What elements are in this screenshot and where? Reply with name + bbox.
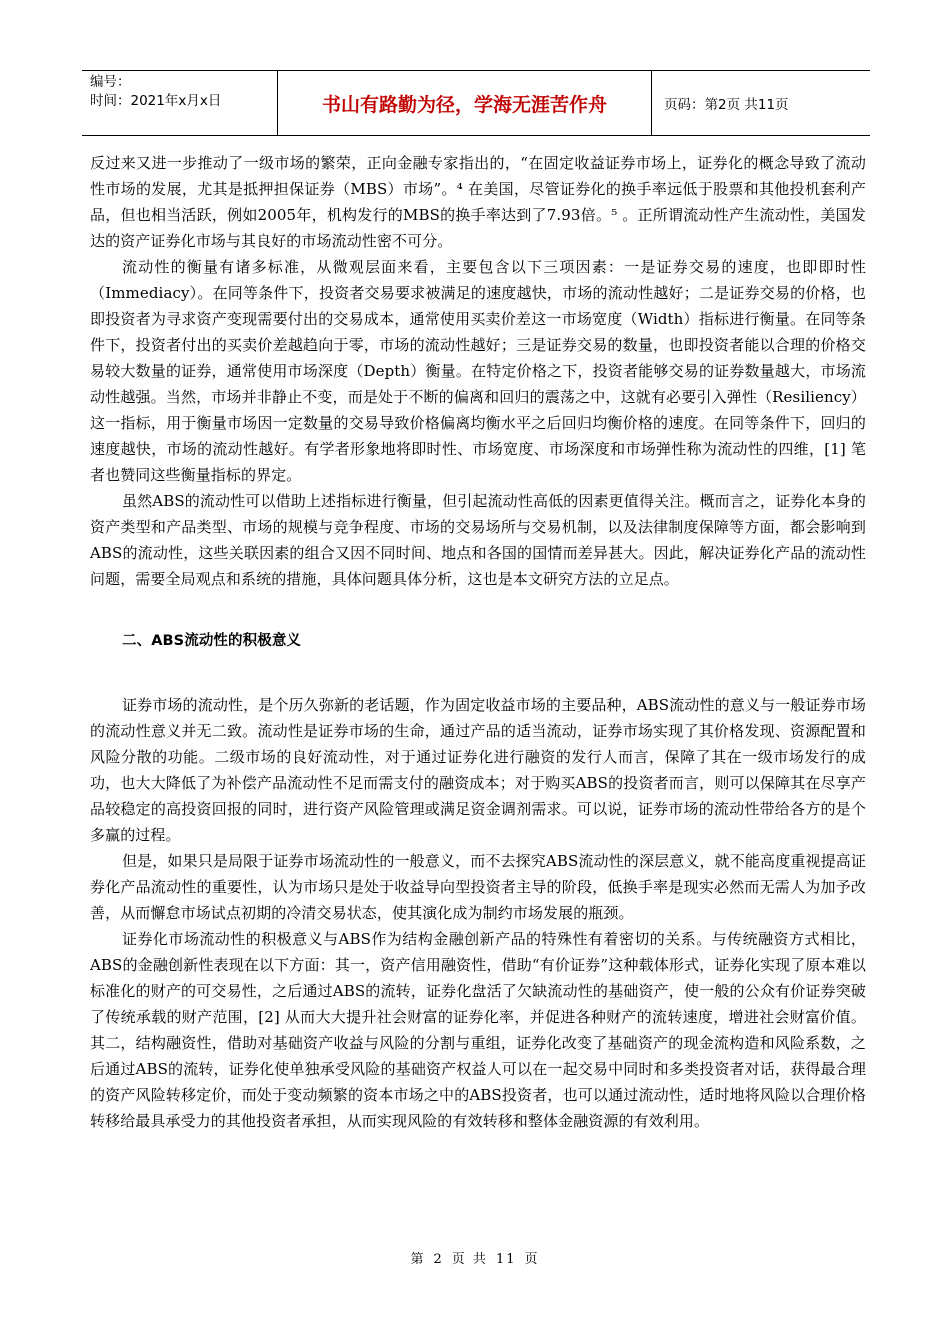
section-heading: 二、ABS流动性的积极意义 [122, 633, 302, 649]
paragraph: 反过来又进一步推动了一级市场的繁荣，正向金融专家指出的，“在固定收益证券市场上，证券化的概念导致了流动性市场的发展，尤其是抵押担保证券（MBS）市场”。⁴ 在美国，尽管证券化的换手率远低于股票和其他投机套利产品，但也相当活跃，例如2005年，机构发行的MBS的换手率达到了7.93倍。⁵ 。正所谓流动性产生流动性，美国发达的资产证券化市场与其良好的市场流动性密不可分。 [90, 154, 866, 250]
document-body [90, 150, 866, 1134]
footer-current-page: 2 [433, 1252, 444, 1267]
paragraph: 虽然ABS的流动性可以借助上述指标进行衡量，但引起流动性高低的因素更值得关注。概而言之，证券化本身的资产类型和产品类型、市场的规模与竞争程度、市场的交易场所与交易机制，以及法律制度保障等方面，都会影响到ABS的流动性，这些关联因素的组合又因不同时间、地点和各国的国情而差异甚大。因此，解决证券化产品的流动性问题，需要全局观点和系统的措施，具体问题具体分析，这也是本文研究方法的立足点。 [90, 492, 866, 588]
footer-suffix: 页 [524, 1252, 540, 1267]
footer-prefix: 第 [410, 1252, 426, 1267]
paragraph: 证券市场的流动性，是个历久弥新的老话题，作为固定收益市场的主要品种，ABS流动性的意义与一般证券市场的流动性意义并无二致。流动性是证券市场的生命，通过产品的适当流动，证券市场实现了其价格发现、资源配置和风险分散的功能。二级市场的良好流动性，对于通过证券化进行融资的发行人而言，保障了其在一级市场发行的成功，也大大降低了为补偿产品流动性不足而需支付的融资成本；对于购买ABS的投资者而言，则可以保障其在尽享产品较稳定的高投资回报的同时，进行资产风险管理或满足资金调剂需求。可以说，证券市场的流动性带给各方的是个多赢的过程。 [90, 696, 866, 844]
header-meta [82, 71, 278, 135]
header-time: 时间：2021年x月x日 [90, 93, 222, 109]
header-motto: 书山有路勤为径，学海无涯苦作舟 [278, 71, 652, 135]
footer-total-pages: 11 [495, 1252, 517, 1267]
footer-middle: 页 共 [451, 1252, 488, 1267]
paragraph: 但是，如果只是局限于证券市场流动性的一般意义，而不去探究ABS流动性的深层意义，就不能高度重视提高证券化产品流动性的重要性，认为市场只是处于收益导向型投资者主导的阶段，低换手率是现实必然而无需人为加予改善，从而懈怠市场试点初期的冷清交易状态，使其演化成为制约市场发展的瓶颈。 [90, 852, 866, 922]
header-page-info: 页码：第2页 共11页 [664, 97, 789, 113]
page-header [82, 70, 870, 136]
paragraph: 证券化市场流动性的积极意义与ABS作为结构金融创新产品的特殊性有着密切的关系。与传统融资方式相比，ABS的金融创新性表现在以下方面：其一，资产信用融资性，借助“有价证券”这种载体形式，证券化实现了原本难以标准化的财产的可交易性，之后通过ABS的流转，证券化盘活了欠缺流动性的基础资产，使一般的公众有价证券突破了传统承载的财产范围，[2] 从而大大提升社会财富的证券化率，并促进各种财产的流转速度，增进社会财富价值。其二，结构融资性，借助对基础资产收益与风险的分割与重组，证券化改变了基础资产的现金流构造和风险系数，之后通过ABS的流转，证券化使单独承受风险的基础资产权益人可以在一起交易中同时和多类投资者对话，获得最合理的资产风险转移定价，而处于变动频繁的资本市场之中的ABS投资者，也可以通过流动性，适时地将风险以合理价格转移给最具承受力的其他投资者承担，从而实现风险的有效转移和整体金融资源的有效利用。 [90, 930, 866, 1130]
page-footer [0, 1248, 950, 1267]
header-number: 编号： [90, 74, 131, 90]
paragraph: 流动性的衡量有诸多标准，从微观层面来看，主要包含以下三项因素：一是证券交易的速度，也即即时性（Immediacy）。在同等条件下，投资者交易要求被满足的速度越快，市场的流动性越好；二是证券交易的价格，也即投资者为寻求资产变现需要付出的交易成本，通常使用买卖价差这一市场宽度（Width）指标进行衡量。在同等条件下，投资者付出的买卖价差越趋向于零，市场的流动性越好；三是证券交易的数量，也即投资者能以合理的价格交易较大数量的证券，通常使用市场深度（Depth）衡量。在特定价格之下，投资者能够交易的证券数量越大，市场流动性越强。当然，市场并非静止不变，而是处于不断的偏离和回归的震荡之中，这就有必要引入弹性（Resiliency）这一指标，用于衡量市场因一定数量的交易导致价格偏离均衡水平之后回归均衡价格的速度。在同等条件下，回归的速度越快，市场的流动性越好。有学者形象地将即时性、市场宽度、市场深度和市场弹性称为流动性的四维，[1] 笔者也赞同这些衡量指标的界定。 [90, 258, 866, 484]
